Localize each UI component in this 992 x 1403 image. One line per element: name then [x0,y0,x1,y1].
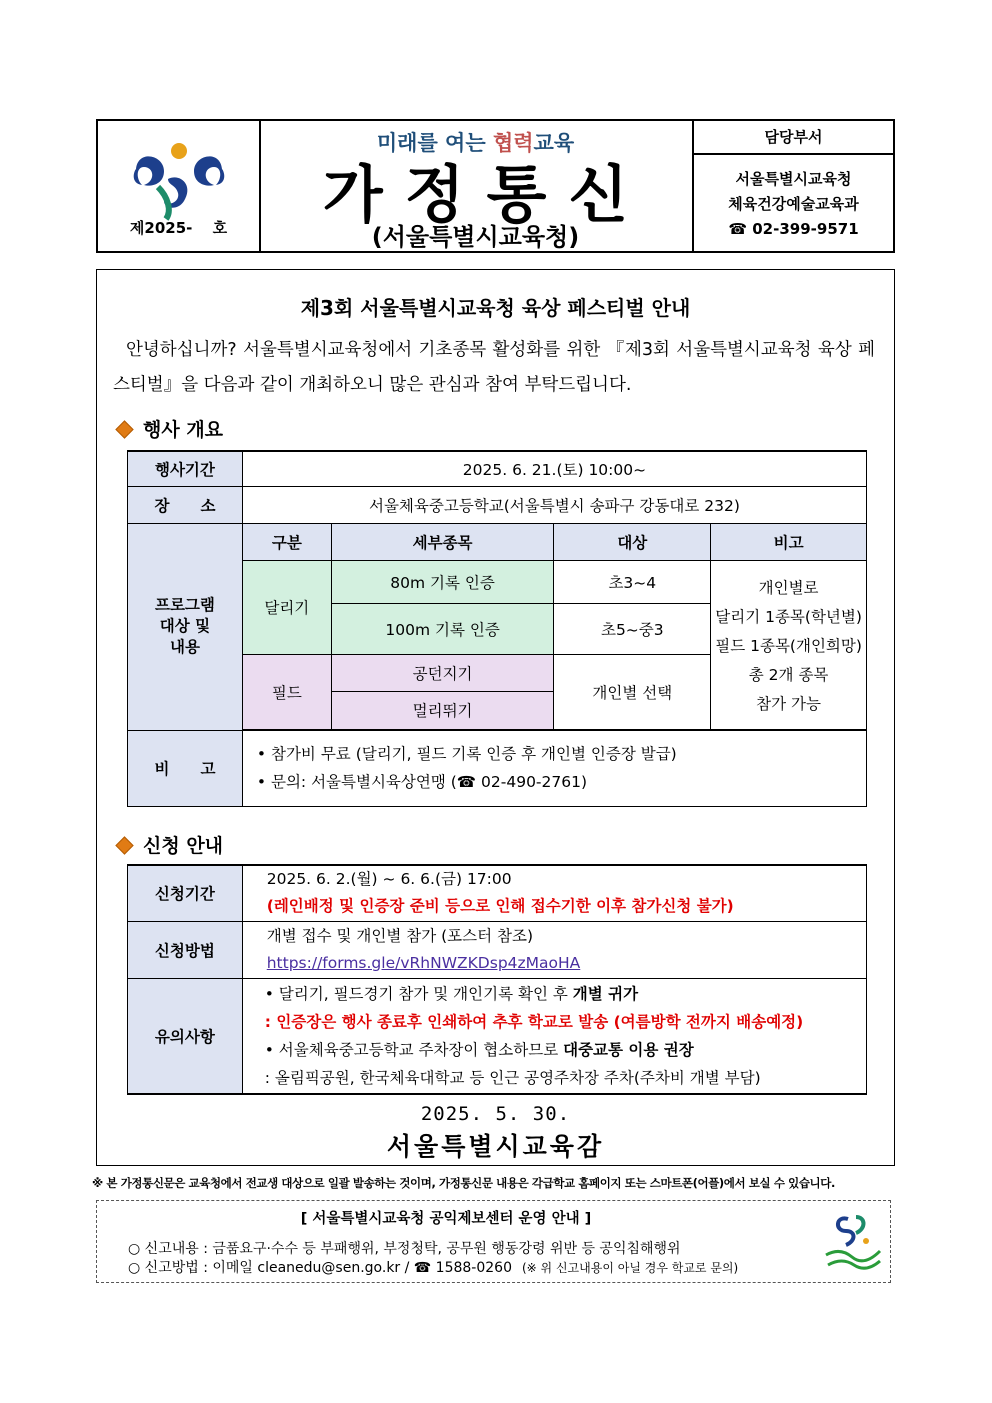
caution-line-1 [265,980,866,1008]
field-target: 개인별 선택 [554,654,711,729]
remarks-cell [242,730,866,806]
program-note-line: 개인별로 [758,579,819,597]
program-note-line: 참가 가능 [756,695,821,713]
department-cell [694,121,893,251]
slogan-part-b: 협력 [492,131,534,155]
overview-heading-text: 행사 개요 [143,419,224,441]
caution-line-3 [265,1036,866,1064]
run-event-1: 80m 기록 인증 [331,560,554,603]
notice-title: 제3회 서울특별시교육청 육상 페스티벌 안내 [300,296,691,320]
remarks-label: 비 고 [128,730,243,806]
col-note: 비고 [711,523,867,560]
apply-period-warning: (레인배정 및 인증장 준비 등으로 인해 접수기한 이후 참가신청 불가) [266,897,734,916]
remark-text: 참가비 무료 (달리기, 필드 기록 인증 후 개인별 인증장 발급) [270,745,677,763]
department-label: 담당부서 [694,121,893,155]
period-value: 2025. 6. 21.(토) 10:00~ [242,451,866,486]
caution-emphasis: 대중교통 이용 권장 [563,1040,694,1059]
issue-date: 2025. 5. 30. [420,1103,571,1125]
program-note [711,560,867,729]
apply-period-cell [242,865,866,921]
program-note-line: 총 2개 종목 [748,666,829,684]
apply-method-label: 신청방법 [128,921,243,978]
overview-table [127,450,867,807]
department-phone: 02-399-9571 [752,220,859,238]
seoul-education-logo [98,127,259,223]
diamond-bullet-icon [115,420,133,438]
issue-number: 제2025- 호 [129,219,228,237]
run-target-1: 초3~4 [554,560,711,603]
report-method-note: (※ 위 신고내용이 아닐 경우 학교로 문의) [522,1261,739,1275]
slogan-part-c: 교육 [533,131,575,155]
caution-line-2: : 인증장은 행사 종료후 인쇄하여 추후 학교로 발송 (여름방학 전까지 배송예정) [264,1012,804,1031]
run-category: 달리기 [242,560,331,654]
department-division: 체육건강예술교육과 [728,195,859,213]
caution-emphasis: 개별 귀가 [572,984,639,1003]
clean-seoul-education-logo [822,1211,884,1271]
apply-form-link[interactable]: https://forms.gle/vRhNWZKDsp4zMaoHA [266,953,581,972]
department-info [694,167,893,242]
slogan-part-a: 미래를 여는 [376,131,493,155]
notice-intro [113,333,875,403]
logo-cell [98,121,261,251]
section-overview-heading [115,415,223,442]
caution-label: 유의사항 [128,978,243,1094]
distribution-note: ※ 본 가정통신문은 교육청에서 전교생 대상으로 일괄 발송하는 것이며, 가정통신문 내용은 각급학교 홈페이지 또는 스마트폰(어플)에서 보실 수 있습니다. [92,1176,835,1190]
phone-icon: ☎ [728,220,753,238]
application-heading-text: 신청 안내 [143,835,224,857]
place-value: 서울체육중고등학교(서울특별시 송파구 강동대로 232) [242,486,866,523]
col-event: 세부종목 [331,523,554,560]
apply-method-cell [242,921,866,978]
period-label: 행사기간 [128,451,243,486]
application-table [127,864,867,1095]
program-label: 프로그램 대상 및 내용 [128,523,243,730]
section-application-heading [115,831,223,858]
field-event-1: 공던지기 [331,654,554,691]
run-target-2: 초5~중3 [554,603,711,654]
apply-period-label: 신청기간 [128,865,243,921]
field-category: 필드 [242,654,331,729]
caution-text: • 서울체육중고등학교 주차장이 협소하므로 [264,1040,564,1059]
col-category: 구분 [242,523,331,560]
remark-item: • 문의: 서울특별시육상연맹 (☎ 02-490-2761) [256,773,588,791]
newsletter-subtitle: (서울특별시교육청) [371,223,580,251]
signer: 서울특별시교육감 [386,1132,605,1161]
run-event-2: 100m 기록 인증 [331,603,554,654]
col-target: 대상 [554,523,711,560]
title-cell [259,121,694,251]
field-event-2: 멀리뛰기 [331,691,554,729]
department-phone-row [694,217,893,242]
place-label: 장 소 [128,486,243,523]
caution-text: • 달리기, 필드경기 참가 및 개인기록 확인 후 [264,984,573,1003]
caution-cell [242,978,866,1094]
program-note-line: 필드 1종목(개인희망) [715,637,862,655]
header-table [96,119,895,253]
report-method-line [128,1257,738,1277]
whistleblower-title: [ 서울특별시교육청 공익제보센터 운영 안내 ] [300,1211,592,1227]
remark-text: 문의: 서울특별시육상연맹 (☎ 02-490-2761) [270,773,588,791]
report-content-line: ○ 신고내용 : 금품요구·수수 등 부패행위, 부정청탁, 공무원 행동강령 위반 등 공익침해행위 [128,1241,681,1257]
program-note-line: 달리기 1종목(학년별) [715,608,862,626]
apply-method-value: 개별 접수 및 개인별 참가 (포스터 참조) [266,926,533,945]
remark-item: • 참가비 무료 (달리기, 필드 기록 인증 후 개인별 인증장 발급) [256,745,677,763]
diamond-bullet-icon [115,836,133,854]
newsletter-title: 가정통신 [322,158,651,231]
apply-period-value: 2025. 6. 2.(월) ~ 6. 6.(금) 17:00 [266,870,512,889]
caution-line-4: : 올림픽공원, 한국체육대학교 등 인근 공영주차장 주차(주차비 개별 부담) [264,1068,761,1087]
report-method-text: ○ 신고방법 : 이메일 cleanedu@sen.go.kr / ☎ 1588-0260 [128,1260,512,1276]
intro-text: 안녕하십니까? 서울특별시교육청에서 기초종목 활성화를 위한 『제3회 서울특별시교육청 육상 페스티벌』을 다음과 같이 개최하오니 많은 관심과 참여 부탁드립니다. [113,340,875,395]
department-org: 서울특별시교육청 [735,170,852,188]
